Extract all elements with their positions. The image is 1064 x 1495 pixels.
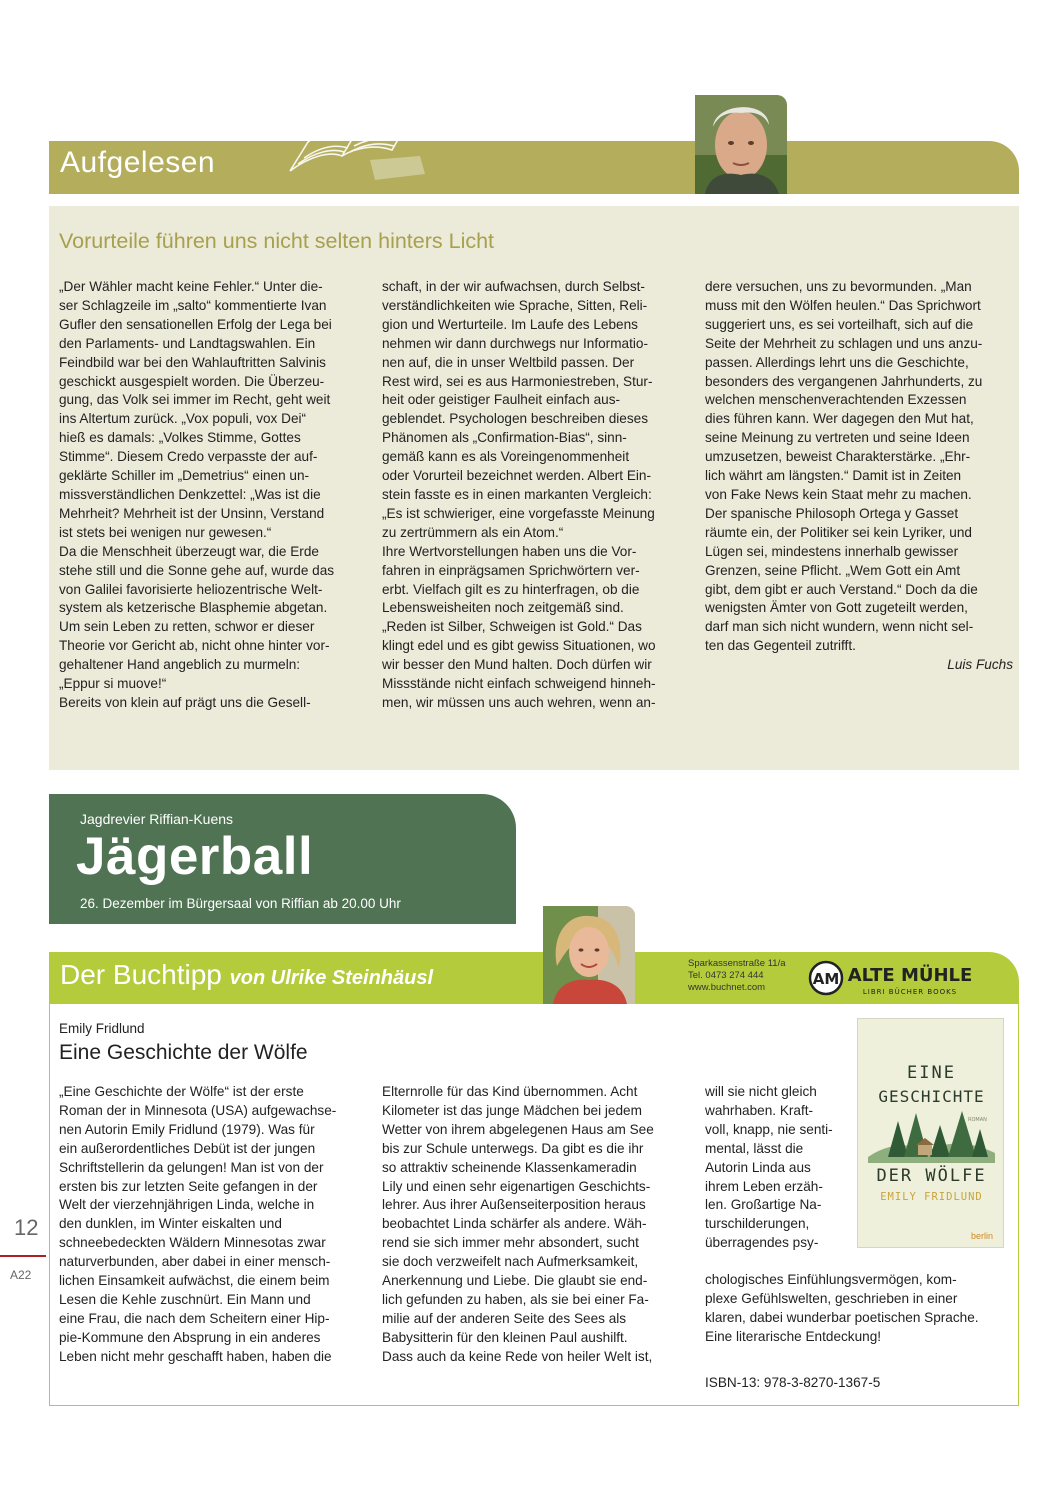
text-line: Rest wird, sei es aus Harmoniestreben, Stur-: [382, 373, 653, 389]
text-line: fahren in einprägsamen Sprichwörtern ver-: [382, 562, 640, 578]
text-line: Gufler den sensationellen Erfolg der Lega bei: [59, 316, 332, 332]
text-line: erbt. Vielfach gilt es zu hinterfragen, ob die: [382, 581, 640, 597]
text-line: dere versuchen, uns zu bevormunden. „Man: [705, 279, 972, 294]
buchtipp-byline: von Ulrike Steinhäusl: [229, 967, 434, 989]
text-line: Welt der vierzehnjährigen Linda, welche in: [59, 1197, 315, 1213]
text-line: Wetter von ihrem abgelegenen Haus am See: [382, 1121, 654, 1137]
jaegerball-subtitle: Jagdrevier Riffian-Kuens: [80, 811, 234, 827]
text-line: welchen menschenverachtenden Exzessen: [705, 392, 967, 408]
text-line: nehmen wir dann durchwegs nur Informatio-: [382, 335, 648, 351]
forest-illustration-icon: [868, 1107, 995, 1163]
text-line: Lebensweisheiten noch zeitgemäß sind.: [382, 600, 624, 616]
text-line: naturverbunden, aber dabei in einer mensch-: [59, 1254, 331, 1270]
text-line: Lügen sei, mindestens innerhalb gewisser: [705, 543, 959, 559]
text-line: Autorin Linda aus: [705, 1159, 811, 1175]
text-line: Leben nicht mehr geschafft haben, haben die: [59, 1348, 332, 1364]
aufgelesen-column-3: [705, 278, 1013, 675]
text-line: Mehrheit? Mehrheit ist der Unsinn, Verstand: [59, 505, 325, 521]
text-line: Stimme“. Diesem Credo verpasste der auf-: [59, 449, 318, 465]
buchtipp-column-3-top: [705, 1083, 845, 1253]
aufgelesen-column-1: [59, 278, 367, 713]
text-line: Bereits von klein auf prägt uns die Gesell-: [59, 694, 311, 710]
text-line: ser Schlagzeile im „salto“ kommentierte Ivan: [59, 297, 327, 313]
logo-mark: AM: [812, 970, 840, 988]
text-line: milie auf der anderen Seite des Sees als: [382, 1310, 627, 1326]
text-line: geschickt ausgespielt worden. Die Überzeu-: [59, 373, 325, 389]
text-line: wir besser den Mund halten. Doch dürfen wir: [382, 657, 652, 673]
logo-sub: LIBRI BÜCHER BOOKS: [862, 988, 958, 996]
text-line: Seite der Mehrheit zu schlagen und uns anzu-: [705, 335, 983, 351]
aufgelesen-section-title: Aufgelesen: [60, 146, 216, 179]
text-line: überragendes psy-: [705, 1235, 819, 1251]
text-line: von Galilei favorisierte heliozentrische Welt-: [59, 581, 323, 597]
text-line: Dass auch da keine Rede von heiler Welt ist,: [382, 1348, 653, 1364]
text-line: räumte ein, der Politiker sei kein Lyriker, und: [705, 524, 972, 540]
text-line: gehaltener Hand angeblich zu murmeln:: [59, 657, 301, 673]
text-line: wahrhaben. Kraft-: [705, 1102, 814, 1118]
page-code: A22: [10, 1268, 32, 1282]
text-line: lich gefunden zu haben, als sie bei einer Fa-: [382, 1291, 649, 1307]
text-line: so attraktiv scheinende Klassenkameradin: [382, 1159, 637, 1175]
text-line: chologisches Einfühlungsvermögen, kom-: [705, 1272, 957, 1287]
jaegerball-title: Jägerball: [76, 827, 314, 886]
text-line: plexe Gefühlswelten, geschrieben in einer: [705, 1290, 958, 1306]
buchtipp-column-3-bottom: [705, 1271, 1015, 1347]
text-line: muss mit den Wölfen heulen.“ Das Sprichwort: [705, 297, 981, 313]
ulrike-steinhaeusl-portrait: [543, 906, 635, 1004]
luis-fuchs-portrait: [695, 95, 787, 194]
text-line: heit oder geistiger Faulheit einfach aus-: [382, 392, 621, 408]
text-line: Eine literarische Entdeckung!: [705, 1328, 882, 1344]
jaegerball-date: 26. Dezember im Bürgersaal von Riffian ab 20.00 Uhr: [80, 896, 401, 911]
text-line: Babysitterin für den kleinen Paul aushilft.: [382, 1329, 628, 1345]
cover-roman-label: ROMAN: [968, 1117, 987, 1123]
text-line: suggeriert uns, es sei vorteilhaft, sich auf die: [705, 316, 974, 332]
bookshop-website[interactable]: www.buchnet.com: [688, 982, 766, 993]
text-line: nen auf, die in unser Weltbild passen. Der: [382, 354, 635, 370]
cover-publisher: berlin: [970, 1231, 993, 1241]
text-line: turschilderungen,: [705, 1216, 810, 1232]
text-line: „Eppur si muove!“: [59, 676, 167, 692]
buchtipp-section-title: [60, 959, 433, 991]
text-line: ein außerordentliches Debüt ist der jungen: [59, 1140, 316, 1156]
book-author: Emily Fridlund: [59, 1021, 145, 1036]
text-line: „Der Wähler macht keine Fehler.“ Unter die-: [59, 279, 323, 294]
text-line: sie doch verzweifelt nach Aufmerksamkeit,: [382, 1254, 639, 1270]
text-line: Kilometer ist das junge Mädchen bei jedem: [382, 1102, 642, 1118]
text-line: schaft, in der wir aufwachsen, durch Selbst-: [382, 279, 645, 294]
text-line: geklärte Schiller im „Demetrius“ einen un-: [59, 468, 310, 484]
text-line: Phänomen als „Confirmation-Bias“, sinn-: [382, 430, 627, 446]
bookshop-street: Sparkassenstraße 11/a: [688, 958, 786, 969]
text-line: oder Vorurteil bezeichnet werden. Albert Ein-: [382, 468, 652, 484]
text-line: will sie nicht gleich: [705, 1084, 817, 1099]
book-cover: [857, 1018, 1004, 1248]
text-line: Lily und einen sehr eigenartigen Geschichts-: [382, 1178, 651, 1194]
cover-title-line-1: EINE: [907, 1063, 956, 1083]
buchtipp-column-2: [382, 1083, 690, 1367]
book-isbn: ISBN-13: 978-3-8270-1367-5: [705, 1375, 881, 1390]
text-line: lehrer. Aus ihrer Außenseiterposition heraus: [382, 1197, 646, 1213]
buchtipp-column-1: [59, 1083, 367, 1367]
text-line: darf man sich nicht wundern, wenn nicht sel-: [705, 619, 974, 635]
text-line: eine Frau, die nach dem Scheitern einer Hip-: [59, 1310, 330, 1326]
text-line: len. Großartige Na-: [705, 1197, 822, 1213]
text-line: ist stets bei wenigen nur gewesen.“: [59, 524, 272, 540]
text-line: gemäß kann es als Voreingenommenheit: [382, 449, 630, 465]
text-line: „Es ist schwieriger, eine vorgefasste Meinung: [382, 505, 655, 521]
text-line: „Reden ist Silber, Schweigen ist Gold.“ Das: [382, 619, 642, 635]
text-line: stehe still und die Sonne gehe auf, wurde das: [59, 562, 335, 578]
text-line: Der spanische Philosoph Ortega y Gasset: [705, 505, 959, 521]
text-line: klingt edel und es gibt gewiss Situationen, wo: [382, 638, 656, 654]
text-line: Roman der in Minnesota (USA) aufgewachse-: [59, 1102, 337, 1118]
alte-muehle-logo: [806, 958, 976, 998]
text-line: voll, knapp, nie senti-: [705, 1121, 833, 1137]
text-line: passen. Allerdings lehrt uns die Geschichte,: [705, 354, 969, 370]
text-line: lichen Einsamkeit aufwächst, die einem beim: [59, 1273, 330, 1289]
text-line: gion und Werturteile. Im Laufe des Lebens: [382, 316, 638, 332]
buchtipp-label: Der Buchtipp: [60, 959, 222, 990]
open-book-icon: [280, 116, 430, 186]
text-line: den Parlaments- und Landtagswahlen. Ein: [59, 335, 316, 351]
text-line: Theorie vor Gericht ab, nicht ohne hinter vor-: [59, 638, 330, 654]
text-line: schneebedeckten Wäldern Minnesotas zwar: [59, 1235, 326, 1251]
cover-title-line-3: DER WÖLFE: [876, 1166, 987, 1186]
text-line: „Eine Geschichte der Wölfe“ ist der erste: [59, 1084, 304, 1099]
page-number: 12: [14, 1215, 39, 1240]
text-line: Um sein Leben zu retten, schwor er dieser: [59, 619, 315, 635]
logo-name: ALTE MÜHLE: [847, 965, 973, 986]
text-line: wenigsten Ämter von Gott zugeteilt werden,: [705, 600, 968, 616]
text-line: von Fake News kein Staat mehr zu machen.: [705, 486, 972, 502]
cover-author: EMILY FRIDLUND: [880, 1191, 983, 1203]
text-line: Elternrolle für das Kind übernommen. Acht: [382, 1084, 638, 1099]
text-line: Lesen die Kehle zuschnürt. Ein Mann und: [59, 1291, 311, 1307]
text-line: verständlichkeiten wie Sprache, Sitten, Reli-: [382, 297, 648, 313]
text-line: bis zur Schule unterwegs. Da gibt es die ihr: [382, 1140, 644, 1156]
page-marker-bar: [0, 1255, 46, 1257]
text-line: zu zertrümmern als ein Atom.“: [382, 524, 564, 540]
text-line: den dunklen, im Winter eiskalten und: [59, 1216, 282, 1232]
text-line: system als ketzerische Blasphemie abgetan.: [59, 600, 328, 616]
text-line: nen Autorin Emily Fridlund (1979). Was für: [59, 1121, 315, 1137]
text-line: geblendet. Psychologen beschreiben dieses: [382, 411, 649, 427]
text-line: Schriftstellerin da gelungen! Man ist von der: [59, 1159, 324, 1175]
text-line: ins Altertum zurück. „Vox populi, vox Dei“: [59, 411, 307, 427]
text-line: besonders des vergangenen Jahrhunderts, zu: [705, 373, 983, 389]
text-line: ten das Gegenteil zutrifft.: [705, 638, 856, 654]
text-line: ersten bis zur letzten Seite gefangen in der: [59, 1178, 318, 1194]
text-line: stein fasste es in einen markanten Vergleich:: [382, 486, 652, 502]
text-line: Anerkennung und Liebe. Die glaubt sie end-: [382, 1273, 648, 1289]
text-line: mental, lässt die: [705, 1140, 804, 1156]
text-line: beobachtet Linda schärfer als andere. Wäh-: [382, 1216, 647, 1232]
cover-title-line-2: GESCHICHTE: [878, 1087, 985, 1106]
aufgelesen-column-2: [382, 278, 690, 713]
text-line: rend sie sich immer mehr absondert, sucht: [382, 1235, 639, 1251]
text-line: pie-Kommune den Absprung in ein anderes: [59, 1329, 321, 1345]
bookshop-phone: Tel. 0473 274 444: [688, 970, 764, 981]
text-line: umzusetzen, beweist Charakterstärke. „Ehr-: [705, 449, 971, 465]
text-line: men, wir müssen uns auch wehren, wenn an-: [382, 694, 656, 710]
article-author: Luis Fuchs: [947, 657, 1013, 673]
text-line: gung, das Volk sei immer im Recht, geht weit: [59, 392, 331, 408]
text-line: hieß es damals: „Volkes Stimme, Gottes: [59, 430, 301, 446]
text-line: Grenzen, seine Pflicht. „Wem Gott ein Amt: [705, 562, 961, 578]
bookshop-address: [688, 958, 786, 994]
text-line: lich währt am längsten.“ Damit ist in Zeiten: [705, 468, 962, 484]
text-line: ihrem Leben erzäh-: [705, 1178, 823, 1194]
text-line: seine Meinung zu vertreten und seine Ideen: [705, 430, 970, 446]
text-line: dies führen kann. Wer dagegen den Mut hat,: [705, 411, 974, 427]
text-line: klaren, dabei wunderbar poetischen Sprache.: [705, 1309, 979, 1325]
text-line: Ihre Wertvorstellungen haben uns die Vor-: [382, 543, 637, 559]
aufgelesen-headline: Vorurteile führen uns nicht selten hinters Licht: [59, 229, 495, 253]
text-line: Missstände nicht einfach schweigend hinneh-: [382, 676, 656, 692]
text-line: missverständlichen Denkzettel: „Was ist die: [59, 486, 321, 502]
text-line: Feindbild war bei den Wahlauftritten Salvinis: [59, 354, 326, 370]
text-line: gibt, dem gibt er auch Verstand.“ Doch da die: [705, 581, 978, 597]
book-title: Eine Geschichte der Wölfe: [59, 1041, 308, 1064]
text-line: Da die Menschheit überzeugt war, die Erde: [59, 543, 319, 559]
